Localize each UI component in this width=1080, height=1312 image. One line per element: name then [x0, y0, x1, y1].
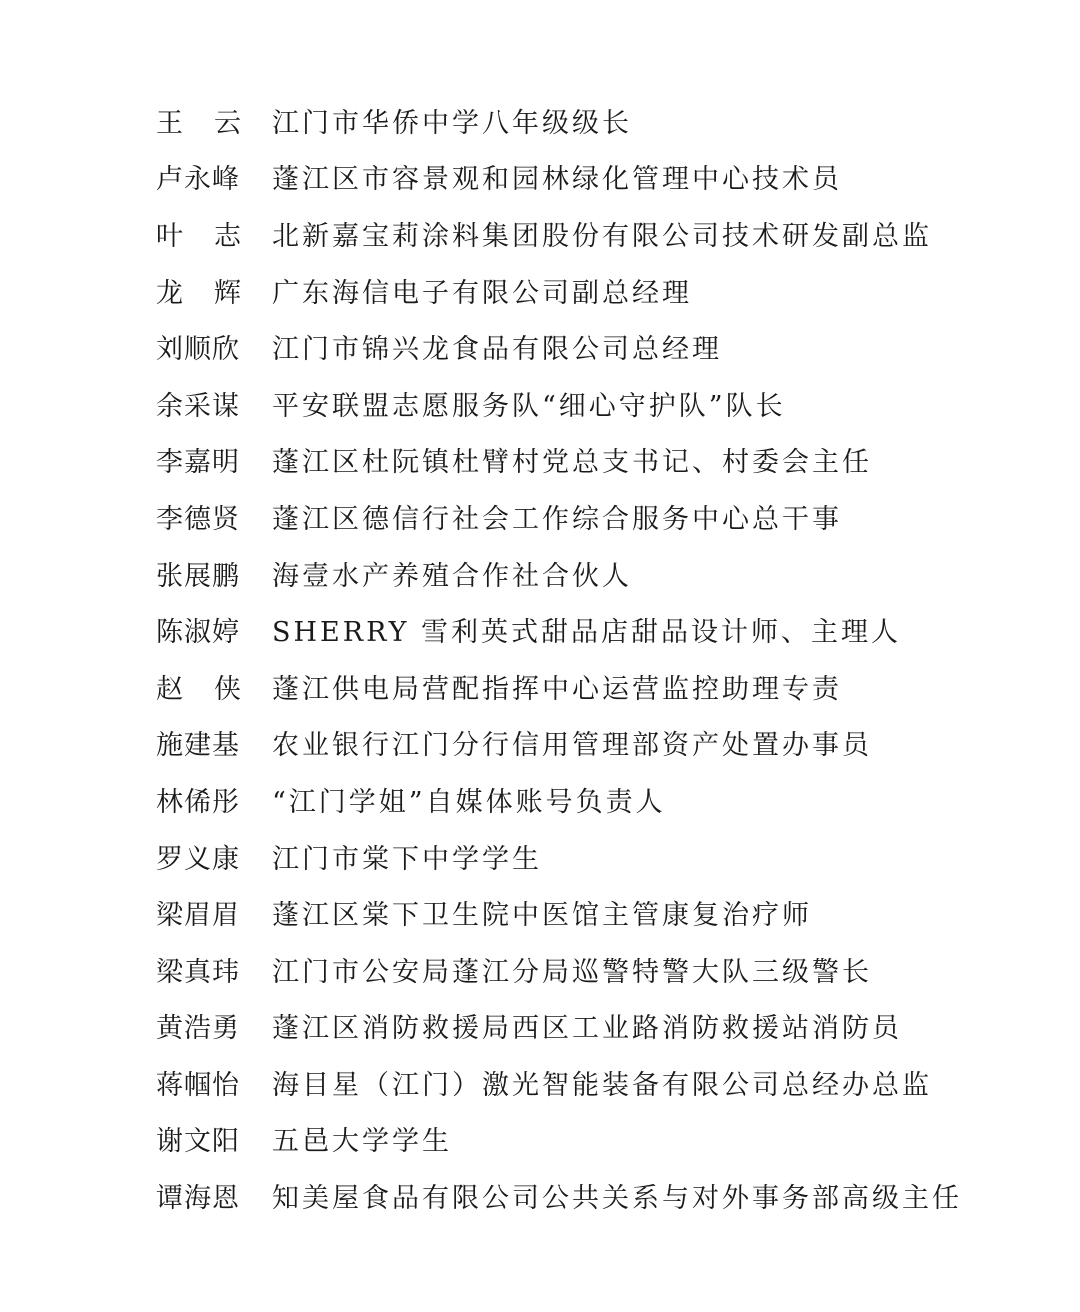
person-name: 李嘉明 [156, 447, 240, 479]
person-name: 刘顺欣 [156, 334, 240, 366]
person-role: 北新嘉宝莉涂料集团股份有限公司技术研发副总监 [272, 220, 932, 252]
list-item [156, 1114, 1036, 1171]
list-item [156, 208, 1036, 265]
list-item [156, 548, 1036, 605]
person-name: 卢永峰 [156, 164, 240, 196]
list-item [156, 152, 1036, 209]
person-role: 蓬江供电局营配指挥中心运营监控助理专责 [272, 673, 842, 705]
person-name: 梁眉眉 [156, 900, 240, 932]
person-name: 李德贤 [156, 503, 240, 535]
person-name: 陈淑婷 [156, 617, 240, 649]
list-item [156, 321, 1036, 378]
person-name: 余采谋 [156, 390, 240, 422]
list-item [156, 491, 1036, 548]
list-item [156, 774, 1036, 831]
person-role: 江门市棠下中学学生 [272, 843, 542, 875]
person-role: 五邑大学学生 [272, 1126, 452, 1158]
person-role: 江门市华侨中学八年级级长 [272, 107, 632, 139]
person-role: 蓬江区德信行社会工作综合服务中心总干事 [272, 503, 842, 535]
person-name: 叶 志 [156, 220, 242, 252]
list-item [156, 378, 1036, 435]
list-item [156, 718, 1036, 775]
list-item [156, 95, 1036, 152]
person-name: 张展鹏 [156, 560, 240, 592]
person-role: 平安联盟志愿服务队“细心守护队”队长 [272, 390, 786, 422]
list-item [156, 887, 1036, 944]
person-name: 罗义康 [156, 843, 240, 875]
list-item [156, 661, 1036, 718]
honoree-list [156, 95, 1036, 1227]
person-role: 海壹水产养殖合作社合伙人 [272, 560, 632, 592]
person-role: 蓬江区市容景观和园林绿化管理中心技术员 [272, 164, 842, 196]
person-role: 海目星（江门）激光智能装备有限公司总经办总监 [272, 1069, 932, 1101]
person-role: 蓬江区消防救援局西区工业路消防救援站消防员 [272, 1013, 902, 1045]
person-role: 蓬江区棠下卫生院中医馆主管康复治疗师 [272, 900, 812, 932]
person-name: 龙 辉 [156, 277, 242, 309]
person-name: 谭海恩 [156, 1183, 240, 1215]
person-role: “江门学姐”自媒体账号负责人 [272, 786, 666, 818]
list-item [156, 1057, 1036, 1114]
list-item [156, 944, 1036, 1001]
list-item [156, 831, 1036, 888]
person-name: 林俙彤 [156, 786, 240, 818]
list-item [156, 604, 1036, 661]
person-name: 谢文阳 [156, 1126, 240, 1158]
person-role: 蓬江区杜阮镇杜臂村党总支书记、村委会主任 [272, 447, 872, 479]
person-name: 施建基 [156, 730, 240, 762]
person-name: 蒋帼怡 [156, 1069, 240, 1101]
person-role: 知美屋食品有限公司公共关系与对外事务部高级主任 [272, 1183, 962, 1215]
list-item [156, 265, 1036, 322]
list-item [156, 1170, 1036, 1227]
person-name: 梁真玮 [156, 956, 240, 988]
person-name: 王 云 [156, 107, 242, 139]
person-name: 赵 侠 [156, 673, 242, 705]
list-item [156, 1001, 1036, 1058]
person-name: 黄浩勇 [156, 1013, 240, 1045]
person-role: SHERRY 雪利英式甜品店甜品设计师、主理人 [272, 617, 901, 649]
list-item [156, 435, 1036, 492]
person-role: 江门市公安局蓬江分局巡警特警大队三级警长 [272, 956, 872, 988]
person-role: 广东海信电子有限公司副总经理 [272, 277, 692, 309]
person-role: 农业银行江门分行信用管理部资产处置办事员 [272, 730, 872, 762]
person-role: 江门市锦兴龙食品有限公司总经理 [272, 334, 722, 366]
